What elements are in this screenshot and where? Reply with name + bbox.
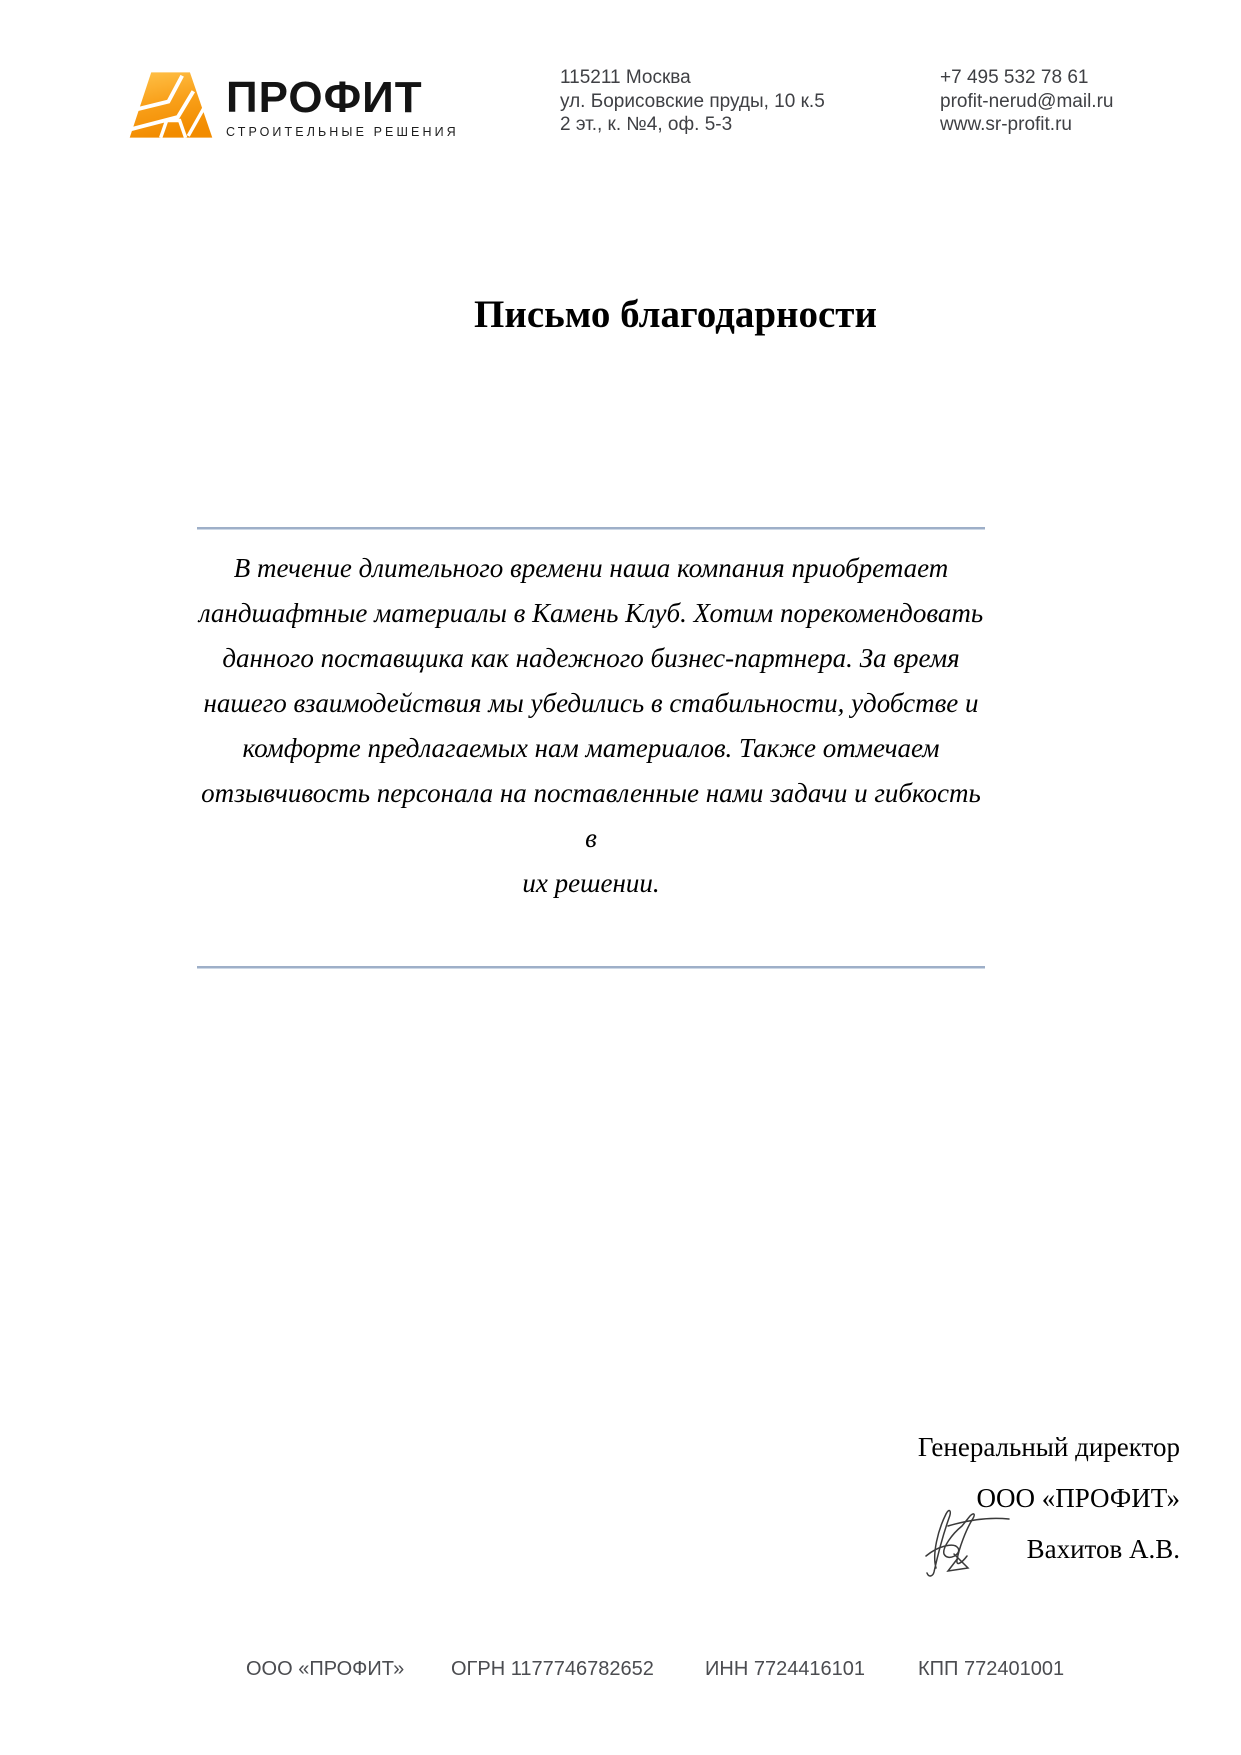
website-url: www.sr-profit.ru [940, 114, 1072, 135]
body-line: нашего взаимодействия мы убедились в стабильности, удобстве и [203, 688, 979, 718]
body-line: комфорте предлагаемых нам материалов. Также отмечаем [242, 733, 940, 763]
signer-position: Генеральный директор [917, 1432, 1180, 1462]
body-line: отзывчивость персонала на поставленные нами задачи и гибкость в [201, 778, 981, 853]
email-address: profit-nerud@mail.ru [940, 90, 1114, 112]
body-line: В течение длительного времени наша компания приобретает [233, 553, 949, 583]
footer-ogrn: ОГРН 1177746782652 [451, 1658, 654, 1680]
letter-body-text [197, 529, 985, 966]
footer-kpp: КПП 772401001 [918, 1658, 1065, 1680]
company-name: ПРОФИТ [226, 73, 423, 122]
letter-title: Письмо благодарности [474, 293, 877, 336]
address-line-2: ул. Борисовские пруды, 10 к.5 [560, 90, 825, 112]
company-tagline: СТРОИТЕЛЬНЫЕ РЕШЕНИЯ [226, 125, 459, 139]
body-line: ландшафтные материалы в Камень Клуб. Хотим порекомендовать [198, 598, 984, 628]
handwritten-signature-icon [918, 1504, 1013, 1579]
profit-logo-icon [128, 68, 214, 142]
company-logo-text [226, 68, 459, 139]
company-contacts [940, 66, 1113, 137]
body-line: данного поставщика как надежного бизнес-партнера. За время [222, 643, 960, 673]
footer-inn: ИНН 7724416101 [705, 1658, 866, 1680]
letter-body-section [197, 527, 985, 968]
body-line: их решении. [522, 868, 660, 898]
company-address [560, 66, 825, 137]
bottom-divider-rule [197, 966, 985, 968]
footer-company: ООО «ПРОФИТ» [246, 1658, 405, 1680]
signer-company: ООО «ПРОФИТ» [976, 1483, 1180, 1513]
letterhead [0, 0, 1241, 170]
phone-number: +7 495 532 78 61 [940, 67, 1089, 88]
address-line-1: 115211 Москва [560, 67, 691, 88]
signer-name: Вахитов А.В. [1026, 1534, 1180, 1564]
address-line-3: 2 эт., к. №4, оф. 5-3 [560, 114, 733, 135]
company-logo [128, 68, 459, 142]
footer-requisites [0, 1658, 1241, 1688]
